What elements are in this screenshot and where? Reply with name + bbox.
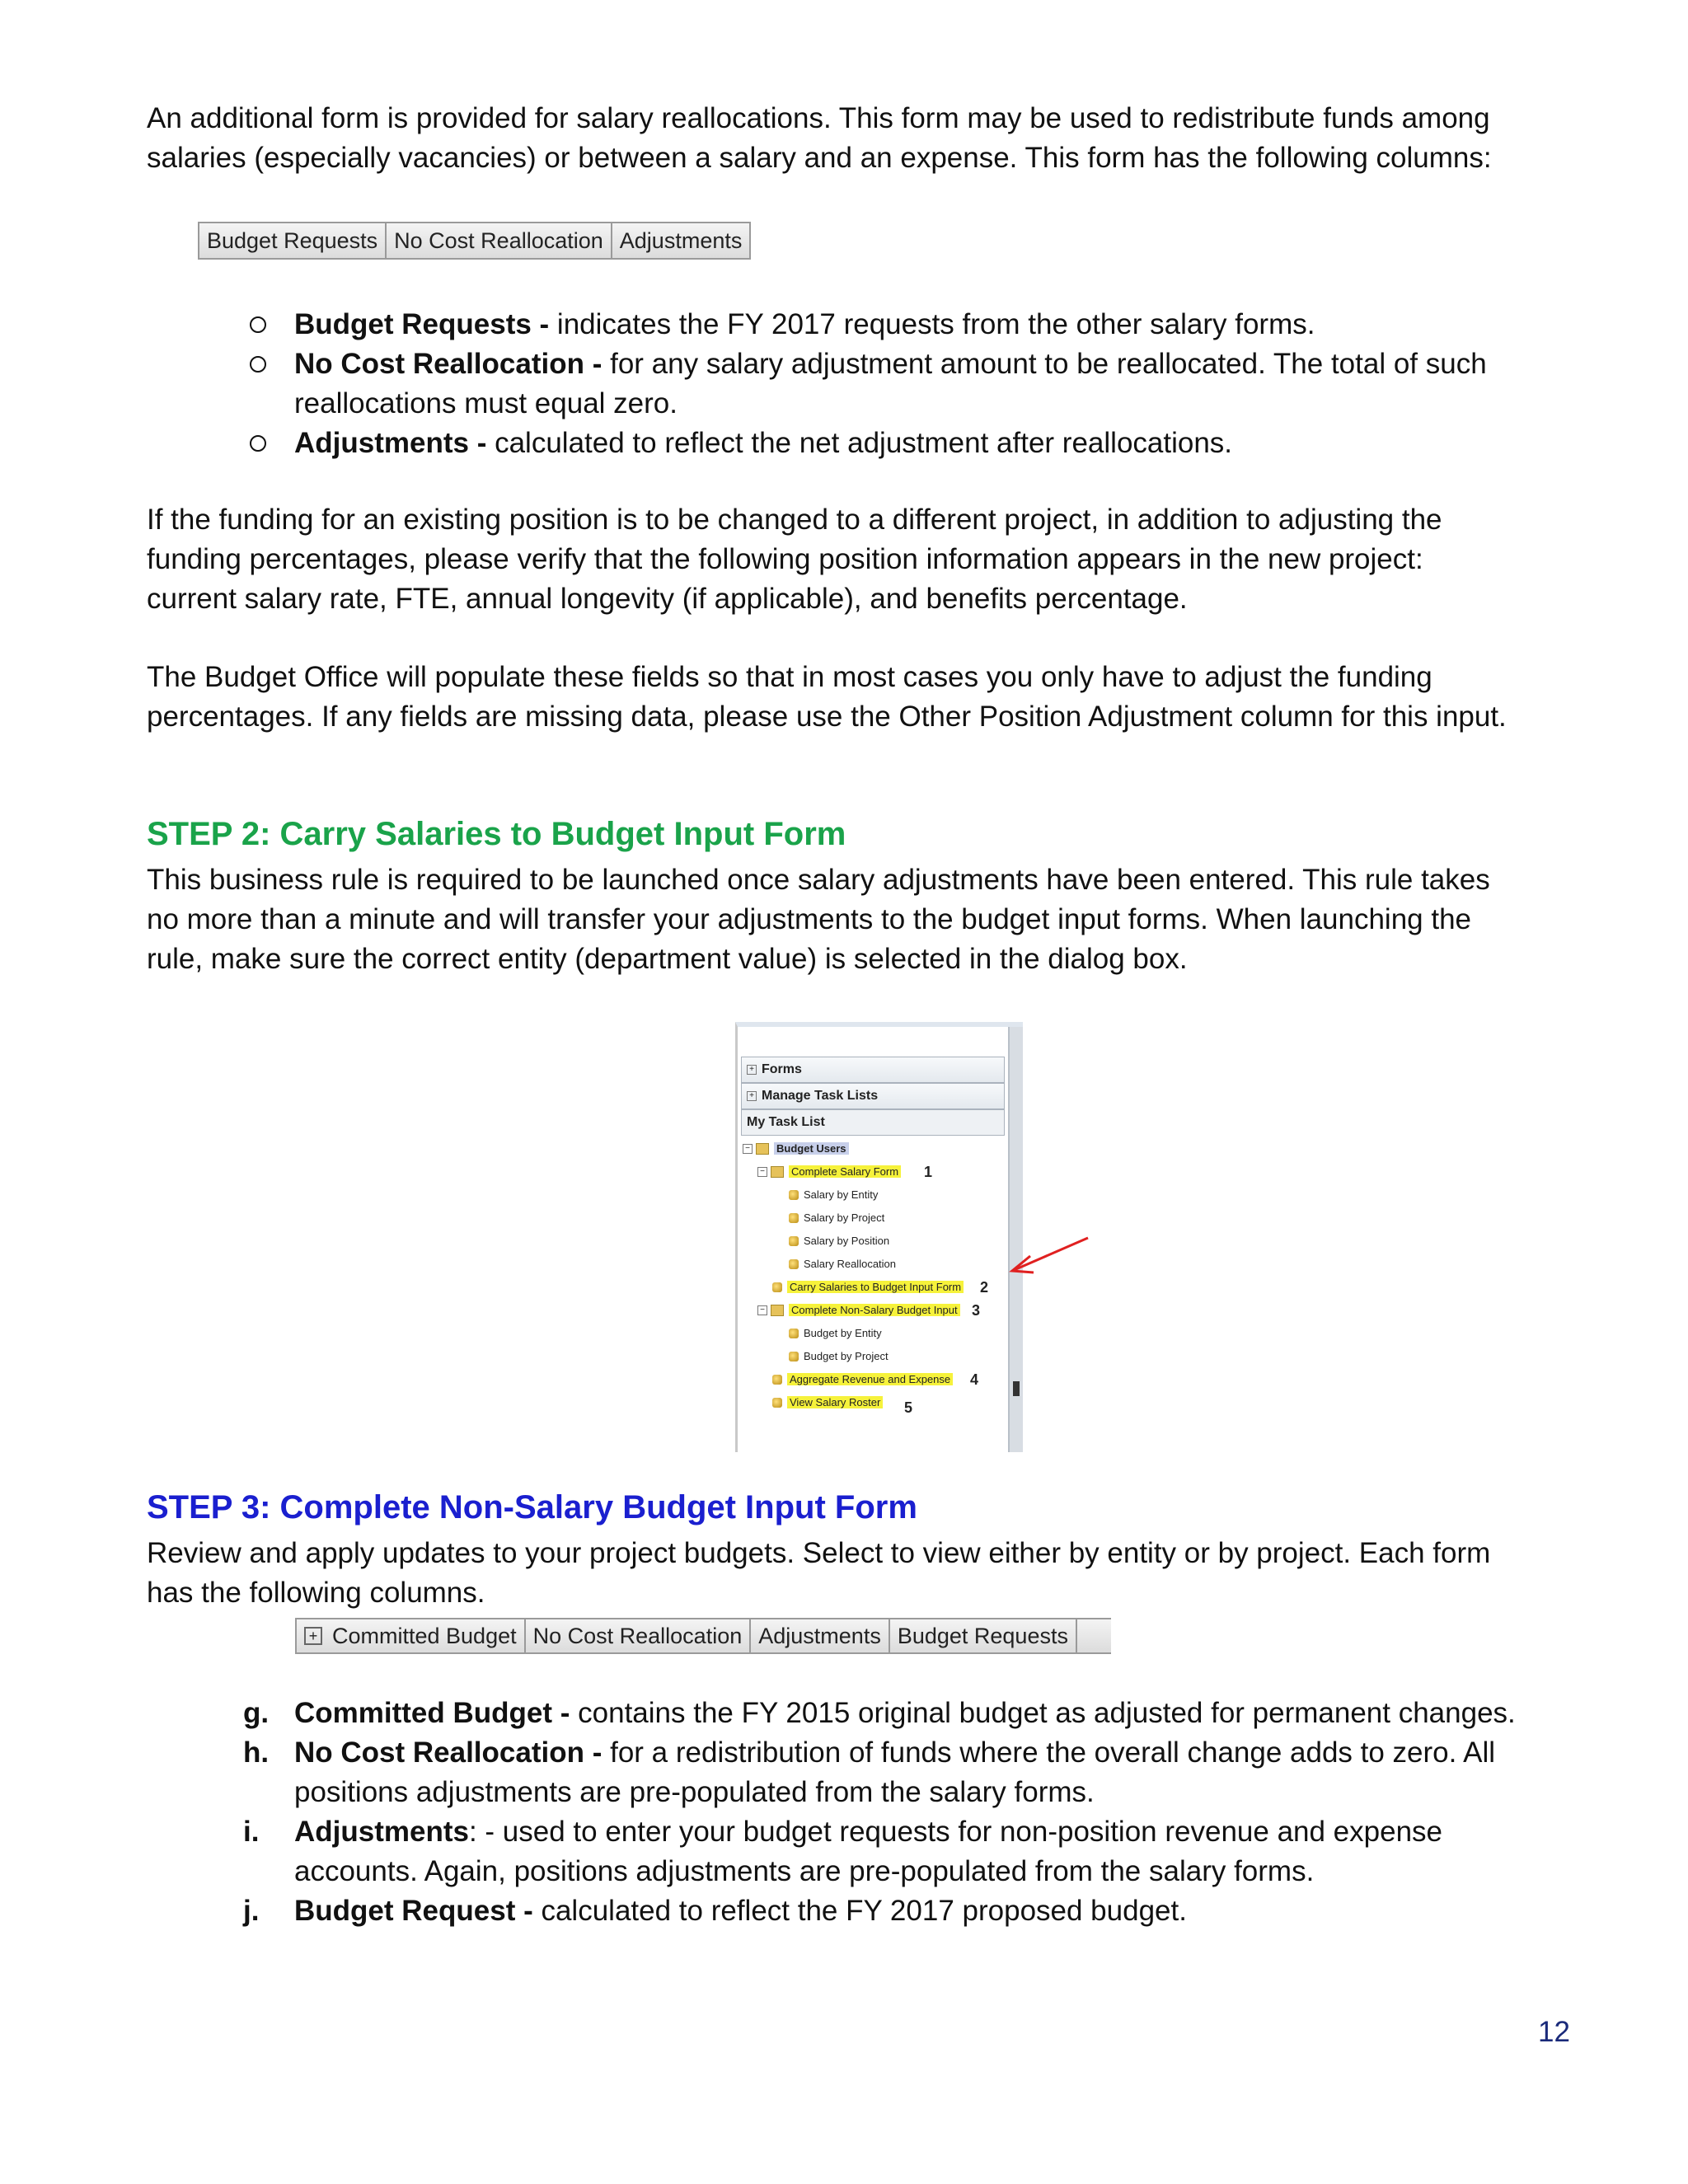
item-text: accounts. Again, positions adjustments are pre-populated from the salary forms. bbox=[294, 1855, 1315, 1887]
expand-icon[interactable]: + bbox=[747, 1065, 757, 1075]
column-header: No Cost Reallocation bbox=[526, 1619, 752, 1652]
salary-columns-header bbox=[198, 222, 751, 260]
step3-paragraph bbox=[147, 1534, 1573, 1613]
item-text: : - used to enter your budget requests for non-position revenue and expense bbox=[468, 1816, 1443, 1848]
step-number: 2 bbox=[980, 1279, 989, 1296]
task-item[interactable] bbox=[772, 1396, 883, 1408]
list-marker: h. bbox=[243, 1736, 270, 1769]
task-item[interactable] bbox=[789, 1235, 889, 1247]
text-line: The Budget Office will populate these fields so that in most cases you only have to adjust the funding bbox=[147, 661, 1432, 693]
page-number: 12 bbox=[1538, 2016, 1570, 2048]
list-item bbox=[243, 1812, 1578, 1891]
tree-label: Budget Users bbox=[774, 1142, 849, 1155]
step2-heading: STEP 2: Carry Salaries to Budget Input Form bbox=[147, 816, 846, 852]
item-text: for any salary adjustment amount to be reallocated. The total of such bbox=[602, 348, 1487, 380]
budget-office-paragraph bbox=[147, 658, 1573, 737]
list-item bbox=[243, 344, 1578, 424]
task-icon bbox=[789, 1236, 799, 1246]
list-item bbox=[243, 1891, 1578, 1931]
step-number: 1 bbox=[924, 1164, 933, 1180]
item-text: positions adjustments are pre-populated from the salary forms. bbox=[294, 1776, 1095, 1808]
item-text: indicates the FY 2017 requests from the other salary forms. bbox=[549, 308, 1315, 340]
task-label: Budget by Project bbox=[804, 1350, 889, 1362]
collapse-icon[interactable]: − bbox=[757, 1305, 767, 1315]
task-icon bbox=[789, 1329, 799, 1338]
task-label: Budget by Entity bbox=[804, 1327, 882, 1339]
task-icon bbox=[772, 1282, 782, 1292]
list-marker: g. bbox=[243, 1697, 270, 1729]
task-icon bbox=[772, 1375, 782, 1385]
my-task-list-header bbox=[741, 1109, 1005, 1136]
task-item[interactable] bbox=[789, 1350, 889, 1362]
column-header-label: Committed Budget bbox=[332, 1623, 517, 1648]
intro-paragraph bbox=[147, 99, 1573, 178]
panel-label: Forms bbox=[762, 1062, 802, 1076]
text-line: If the funding for an existing position is to be changed to a different project, in addition to adjusting the bbox=[147, 504, 1442, 536]
column-header: Adjustments bbox=[751, 1619, 890, 1652]
column-header bbox=[297, 1619, 526, 1652]
item-text: for a redistribution of funds where the overall change adds to zero. All bbox=[602, 1736, 1496, 1769]
item-text: calculated to reflect the FY 2017 proposed budget. bbox=[532, 1895, 1187, 1927]
task-item[interactable] bbox=[772, 1281, 964, 1293]
task-item[interactable] bbox=[789, 1327, 882, 1339]
task-icon bbox=[789, 1213, 799, 1223]
text-line: salaries (especially vacancies) or between a salary and an expense. This form has the following columns: bbox=[147, 142, 1492, 174]
text-line: This business rule is required to be launched once salary adjustments have been entered. This rule takes bbox=[147, 864, 1490, 896]
step-number: 4 bbox=[970, 1371, 979, 1388]
folder-icon bbox=[771, 1305, 784, 1316]
text-line: percentages. If any fields are missing data, please use the Other Position Adjustment column for this input. bbox=[147, 701, 1507, 733]
task-label: Complete Salary Form bbox=[789, 1165, 901, 1178]
budget-column-list bbox=[243, 1694, 1578, 1931]
task-label: Aggregate Revenue and Expense bbox=[787, 1373, 953, 1385]
text-line: rule, make sure the correct entity (department value) is selected in the dialog box. bbox=[147, 943, 1188, 975]
circle-bullet-icon bbox=[250, 316, 266, 333]
list-marker: j. bbox=[243, 1895, 260, 1927]
step2-paragraph bbox=[147, 860, 1573, 979]
item-term: Budget Requests - bbox=[294, 308, 550, 340]
text-line: current salary rate, FTE, annual longevity (if applicable), and benefits percentage. bbox=[147, 583, 1188, 615]
panel-label: Manage Task Lists bbox=[762, 1089, 879, 1103]
item-text: reallocations must equal zero. bbox=[294, 387, 678, 419]
funding-paragraph bbox=[147, 500, 1573, 619]
task-label: Salary by Position bbox=[804, 1235, 890, 1247]
list-marker: i. bbox=[243, 1816, 260, 1848]
task-label: Salary Reallocation bbox=[804, 1258, 897, 1270]
column-header: Budget Requests bbox=[199, 223, 387, 258]
forms-panel[interactable] bbox=[741, 1057, 1005, 1083]
collapse-icon[interactable]: − bbox=[757, 1167, 767, 1177]
list-item bbox=[243, 1733, 1578, 1812]
column-header: Adjustments bbox=[619, 227, 743, 253]
list-item bbox=[243, 1694, 1578, 1733]
item-term: Committed Budget - bbox=[294, 1697, 570, 1729]
task-icon bbox=[789, 1190, 799, 1200]
item-term: Adjustments bbox=[294, 1816, 469, 1848]
item-term: No Cost Reallocation - bbox=[294, 1736, 603, 1769]
scroll-arrow-icon bbox=[1013, 1381, 1020, 1396]
list-item bbox=[243, 424, 1578, 463]
task-item[interactable] bbox=[789, 1212, 884, 1224]
task-item[interactable] bbox=[772, 1373, 953, 1385]
item-term: Adjustments - bbox=[294, 427, 487, 459]
text-line: has the following columns. bbox=[147, 1577, 485, 1609]
step-number: 5 bbox=[904, 1399, 913, 1416]
column-header: Budget Requests bbox=[890, 1619, 1077, 1652]
item-text: calculated to reflect the net adjustment after reallocations. bbox=[486, 427, 1233, 459]
column-header: No Cost Reallocation bbox=[387, 223, 612, 258]
text-line: funding percentages, please verify that the following position information appears in the new project: bbox=[147, 543, 1423, 575]
folder-icon bbox=[756, 1143, 769, 1155]
text-line: An additional form is provided for salary reallocations. This form may be used to redistribute funds among bbox=[147, 102, 1490, 134]
folder-icon bbox=[771, 1166, 784, 1178]
task-label: Salary by Project bbox=[804, 1212, 885, 1224]
item-text: contains the FY 2015 original budget as adjusted for permanent changes. bbox=[570, 1697, 1516, 1729]
task-item[interactable] bbox=[757, 1304, 960, 1316]
expand-icon[interactable]: + bbox=[747, 1091, 757, 1101]
task-icon bbox=[772, 1398, 782, 1408]
task-icon bbox=[789, 1259, 799, 1269]
list-item bbox=[243, 305, 1578, 344]
step3-heading: STEP 3: Complete Non-Salary Budget Input Form bbox=[147, 1489, 917, 1526]
task-label: Carry Salaries to Budget Input Form bbox=[787, 1281, 964, 1293]
tree-root[interactable] bbox=[743, 1142, 849, 1155]
task-label: Complete Non-Salary Budget Input bbox=[789, 1304, 960, 1316]
budget-columns-header bbox=[295, 1618, 1111, 1654]
collapse-icon[interactable]: − bbox=[743, 1144, 753, 1154]
item-term: No Cost Reallocation - bbox=[294, 348, 603, 380]
task-label: View Salary Roster bbox=[787, 1396, 883, 1408]
red-arrow-icon bbox=[1006, 1228, 1096, 1277]
header-label: My Task List bbox=[747, 1115, 825, 1129]
task-item[interactable] bbox=[789, 1188, 878, 1201]
step-number: 3 bbox=[972, 1302, 981, 1319]
item-term: Budget Request - bbox=[294, 1895, 533, 1927]
task-label: Salary by Entity bbox=[804, 1188, 879, 1201]
manage-task-lists-panel[interactable] bbox=[741, 1083, 1005, 1109]
task-list-screenshot bbox=[735, 1022, 1023, 1452]
salary-column-list bbox=[243, 305, 1578, 463]
task-item[interactable] bbox=[757, 1165, 901, 1178]
circle-bullet-icon bbox=[250, 435, 266, 452]
text-line: Review and apply updates to your project budgets. Select to view either by entity or by project. Each form bbox=[147, 1537, 1491, 1569]
text-line: no more than a minute and will transfer your adjustments to the budget input forms. When launching the bbox=[147, 903, 1472, 935]
expand-icon[interactable]: + bbox=[304, 1627, 322, 1645]
circle-bullet-icon bbox=[250, 356, 266, 373]
task-item[interactable] bbox=[789, 1258, 896, 1270]
task-icon bbox=[789, 1352, 799, 1361]
